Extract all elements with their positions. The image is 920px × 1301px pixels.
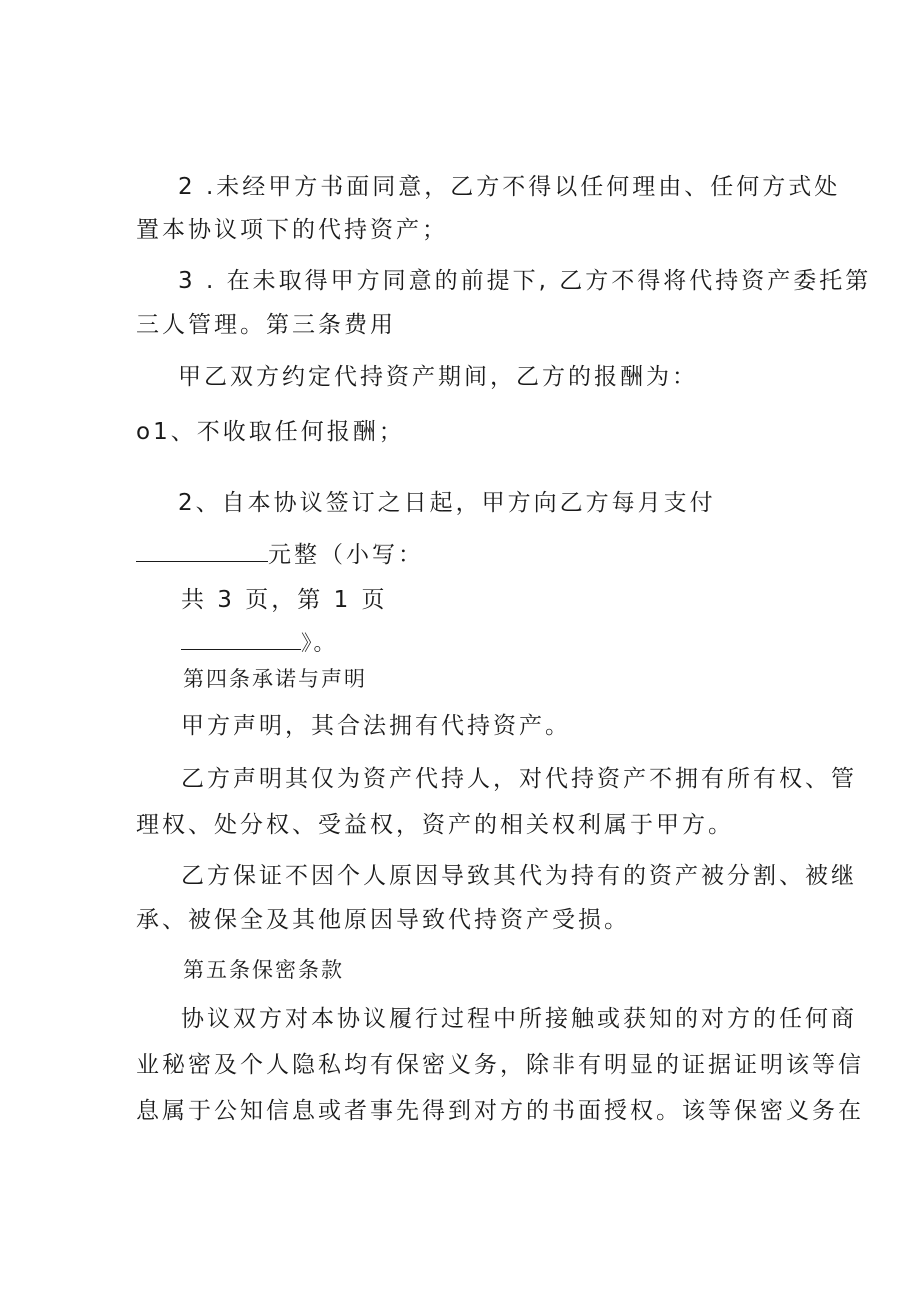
text-line: 乙方声明其仅为资产代持人，对代持资产不拥有所有权、管: [181, 766, 857, 792]
text-line: 元整（小写：: [268, 542, 424, 568]
amount-line-small: [181, 628, 337, 658]
text-line: 3 . 在未取得甲方同意的前提下, 乙方不得将代持资产委托第: [178, 268, 872, 294]
text-line: 业秘密及个人隐私均有保密义务，除非有明显的证据证明该等信: [136, 1052, 864, 1078]
text-line: 承、被保全及其他原因导致代持资产受损。: [136, 907, 630, 933]
text-line: 2、自本协议签订之日起，甲方向乙方每月支付: [178, 490, 716, 516]
text-line: 2 .未经甲方书面同意，乙方不得以任何理由、任何方式处: [178, 174, 841, 200]
text-line: 甲方声明，其合法拥有代持资产。: [181, 713, 571, 739]
text-line: 乙方保证不因个人原因导致其代为持有的资产被分割、被继: [181, 863, 857, 889]
amount-line: [136, 540, 424, 570]
amount-small-blank: [181, 629, 301, 650]
text-line: 置本协议项下的代持资产；: [136, 217, 448, 243]
text-line: 理权、处分权、受益权，资产的相关权利属于甲方。: [136, 812, 734, 838]
section-heading: 第五条保密条款: [183, 958, 344, 982]
text-line: 协议双方对本协议履行过程中所接触或获知的对方的任何商: [181, 1006, 857, 1032]
text-line: o1、不收取任何报酬；: [136, 419, 405, 445]
amount-blank: [136, 541, 268, 562]
text-line: 三人管理。第三条费用: [136, 312, 396, 338]
text-line: 息属于公知信息或者事先得到对方的书面授权。该等保密义务在: [136, 1098, 864, 1124]
text-line: 》。: [301, 631, 337, 655]
page-number: 共 3 页，第 1 页: [181, 587, 388, 613]
section-heading: 第四条承诺与声明: [183, 667, 367, 691]
text-line: 甲乙双方约定代持资产期间，乙方的报酬为：: [178, 364, 698, 390]
